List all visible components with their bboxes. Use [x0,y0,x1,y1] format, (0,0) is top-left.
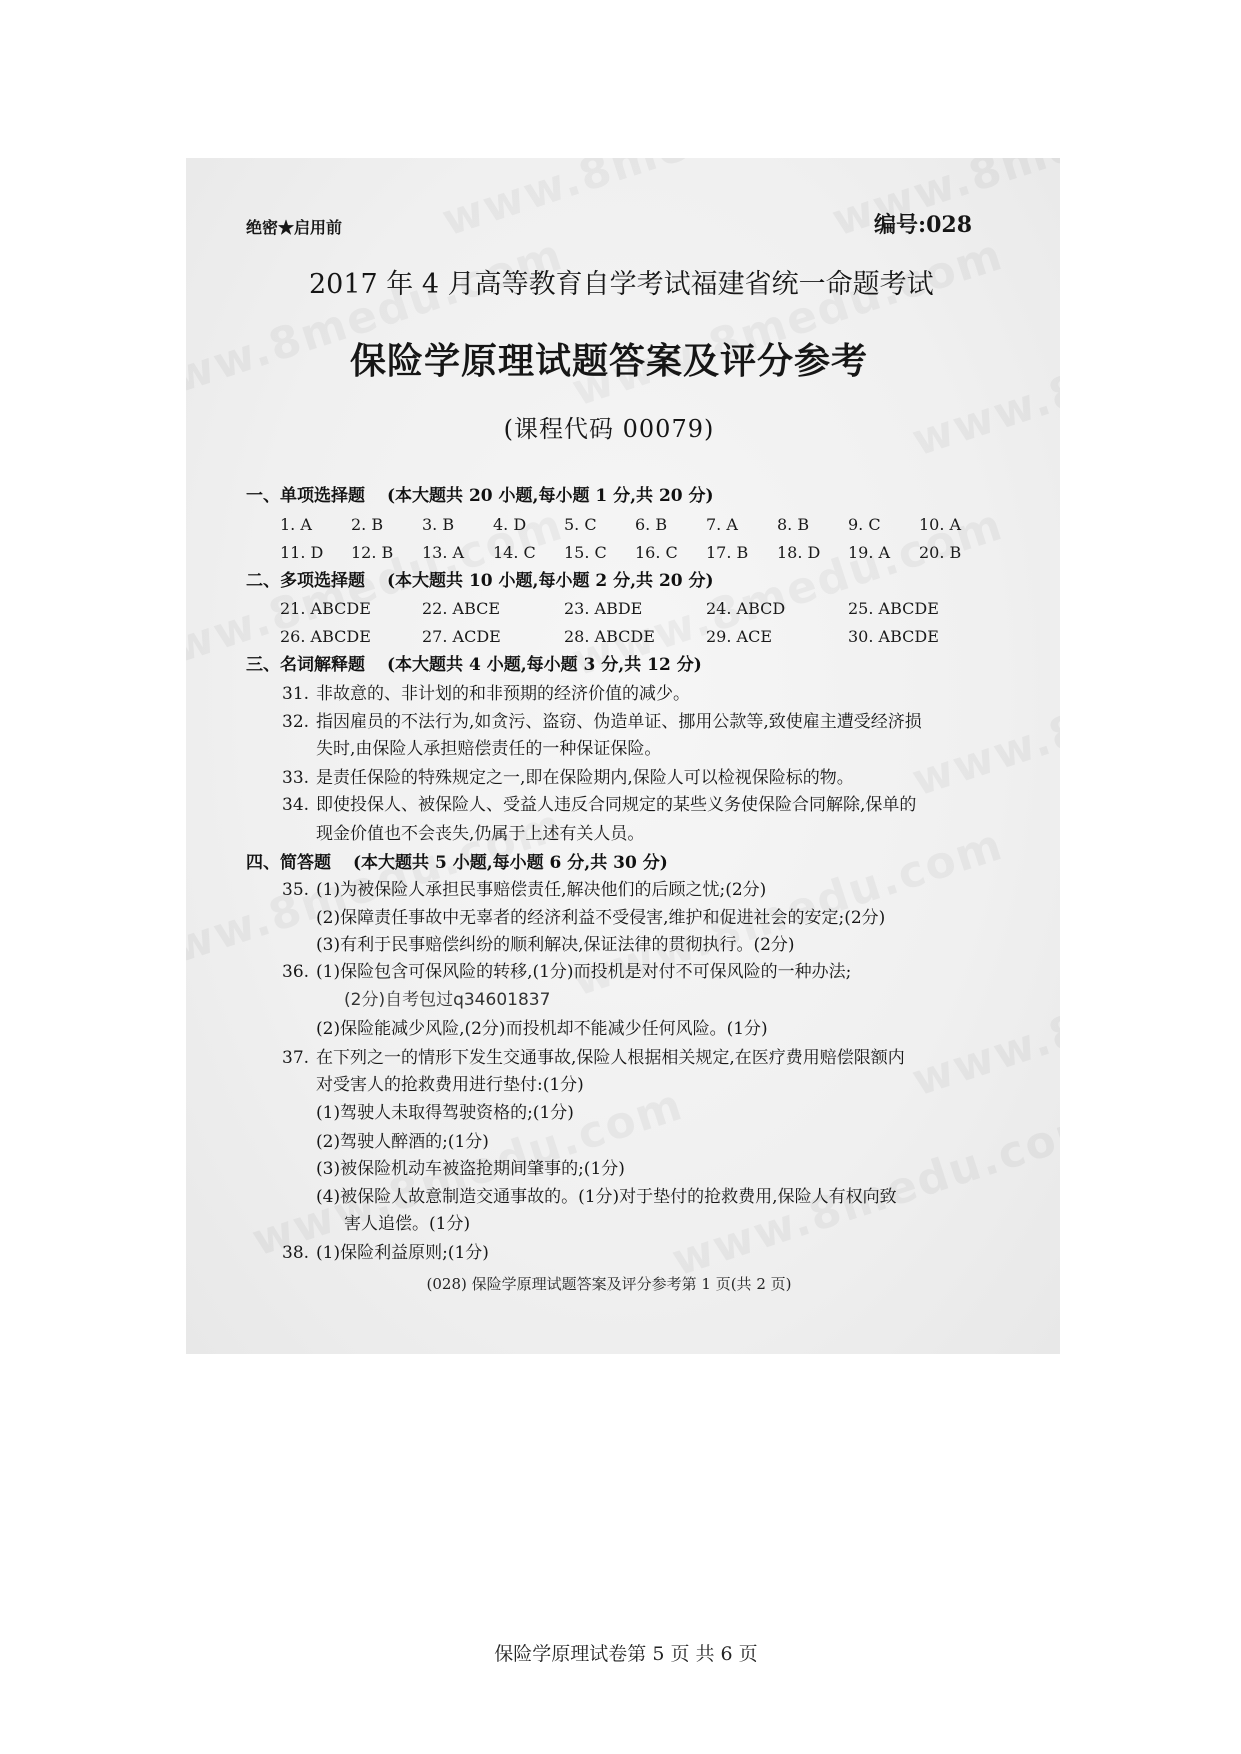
question-number: 31. [282,684,310,704]
scan-footer: (028) 保险学原理试题答案及评分参考第 1 页(共 2 页) [426,1275,792,1293]
answer-line: 害人追偿。(1分) [344,1214,471,1234]
question-number: 33. [282,768,310,788]
answer-item: 20. B [919,543,962,562]
answer-line: 是责任保险的特殊规定之一,即在保险期内,保险人可以检视保险标的物。 [316,768,854,788]
answer-line: (3)被保险机动车被盗抢期间肇事的;(1分) [316,1159,625,1179]
exam-name: 2017 年 4 月高等教育自学考试福建省统一命题考试 [309,269,934,300]
page-footer: 保险学原理试卷第 5 页 共 6 页 [494,1643,758,1665]
secret-label: 绝密★启用前 [246,218,343,237]
answer-item: 9. C [848,515,881,534]
watermark-text [436,158,880,247]
answer-item: 27. ACDE [422,627,501,646]
answer-item: 21. ABCDE [280,599,371,618]
answer-item: 30. ABCDE [848,627,939,646]
answer-item: 6. B [635,515,668,534]
question-number: 35. [282,880,310,900]
answer-line: (1)保险包含可保风险的转移,(1分)而投机是对付不可保风险的一种办法; [316,962,852,982]
answer-line: (2分)自考包过q34601837 [344,990,551,1010]
answer-item: 13. A [422,543,465,562]
multiple-choice-answers [280,595,990,651]
answer-item: 24. ABCD [706,599,786,618]
section-heading-term-definitions [246,653,702,677]
watermark-text [906,919,1060,1107]
section-heading-single-choice [246,484,714,508]
answer-item: 4. D [493,515,527,534]
section-heading-short-answers [246,851,668,875]
answer-item: 25. ABCDE [848,599,939,618]
answer-item: 10. A [919,515,962,534]
answer-item: 18. D [777,543,821,562]
answer-line: (2)保障责任事故中无辜者的经济利益不受侵害,维护和促进社会的安定;(2分) [316,908,886,928]
answer-line: (2)驾驶人醉酒的;(1分) [316,1132,489,1152]
question-number: 37. [282,1048,310,1068]
answer-line: (2)保险能减少风险,(2分)而投机却不能减少任何风险。(1分) [316,1019,768,1039]
answer-item: 14. C [493,543,536,562]
answer-item: 19. A [848,543,891,562]
answer-item: 5. C [564,515,597,534]
course-code: (课程代码 00079) [503,415,715,443]
question-number: 34. [282,795,310,815]
section-title: 三、名词解释题 [246,655,365,675]
answer-item: 15. C [564,543,607,562]
watermark-text [186,229,570,417]
section-note: (本大题共 10 小题,每小题 2 分,共 20 分) [387,571,714,591]
watermark-text [566,229,1010,417]
answer-item: 2. B [351,515,384,534]
answer-item: 7. A [706,515,738,534]
question-number: 38. [282,1243,310,1263]
answer-line: (1)保险利益原则;(1分) [316,1243,489,1263]
answer-line: (3)有利于民事赔偿纠纷的顺利解决,保证法律的贯彻执行。(2分) [316,935,795,955]
answer-line: (4)被保险人故意制造交通事故的。(1分)对于垫付的抢救费用,保险人有权向致 [316,1187,897,1207]
answer-line: 失时,由保险人承担赔偿责任的一种保证保险。 [316,739,662,759]
answer-line: 现金价值也不会丧失,仍属于上述有关人员。 [316,824,645,844]
section-title: 一、单项选择题 [246,486,365,506]
watermark-text [906,279,1060,467]
question-number: 32. [282,712,310,732]
page-title: 保险学原理试题答案及评分参考 [349,340,868,382]
answer-item: 17. B [706,543,749,562]
answer-item: 8. B [777,515,810,534]
answer-line: 在下列之一的情形下发生交通事故,保险人根据相关规定,在医疗费用赔偿限额内 [316,1048,905,1068]
answer-line: (1)为被保险人承担民事赔偿责任,解决他们的后顾之忧;(2分) [316,880,767,900]
answer-item: 16. C [635,543,678,562]
section-title: 二、多项选择题 [246,571,365,591]
answer-line: (1)驾驶人未取得驾驶资格的;(1分) [316,1103,574,1123]
answer-item: 28. ABCDE [564,627,655,646]
answer-item: 26. ABCDE [280,627,371,646]
section-heading-multiple-choice [246,569,714,593]
answer-line: 即使投保人、被保险人、受益人违反合同规定的某些义务使保险合同解除,保单的 [316,795,917,815]
question-number: 36. [282,962,310,982]
answer-item: 12. B [351,543,394,562]
answer-item: 11. D [280,543,324,562]
single-choice-answers [280,511,990,567]
section-title: 四、简答题 [246,853,331,873]
answer-item: 22. ABCE [422,599,501,618]
section-note: (本大题共 20 小题,每小题 1 分,共 20 分) [387,486,714,506]
serial-number: 编号:028 [874,212,973,238]
answer-item: 29. ACE [706,627,773,646]
answer-line: 指因雇员的不法行为,如贪污、盗窃、伪造单证、挪用公款等,致使雇主遭受经济损 [316,712,922,732]
answer-item: 1. A [280,515,312,534]
answer-line: 非故意的、非计划的和非预期的经济价值的减少。 [316,684,690,704]
section-note: (本大题共 4 小题,每小题 3 分,共 12 分) [387,655,702,675]
answer-item: 3. B [422,515,455,534]
answer-item: 23. ABDE [564,599,643,618]
answer-line: 对受害人的抢救费用进行垫付:(1分) [316,1075,584,1095]
section-note: (本大题共 5 小题,每小题 6 分,共 30 分) [353,853,668,873]
